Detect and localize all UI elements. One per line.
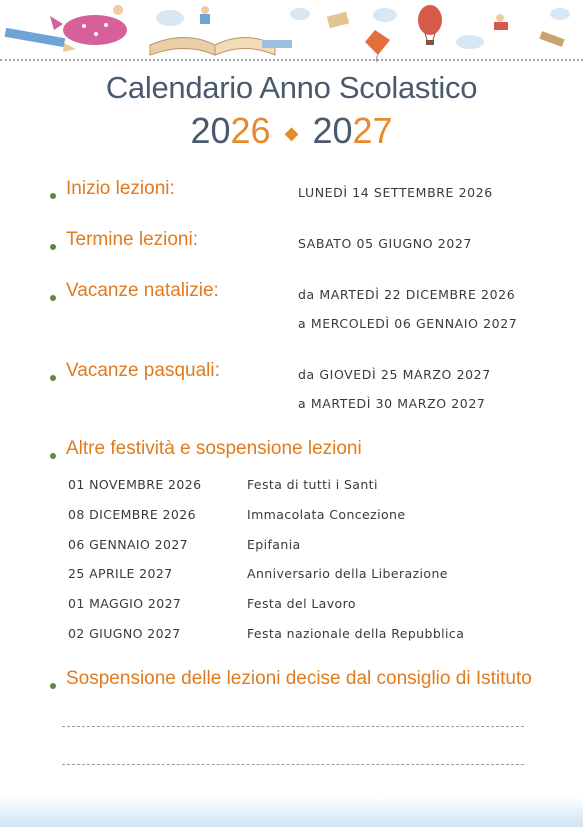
- other-holidays-heading: Altre festività e sospensione lezioni: [66, 438, 362, 459]
- end-lessons-label: Termine lezioni:: [66, 229, 198, 250]
- year-start-prefix: 20: [190, 110, 231, 151]
- bullet-icon: [50, 295, 56, 301]
- footer-band: [0, 797, 583, 827]
- open-book-illustration: [150, 38, 275, 56]
- year-end-suffix: 27: [352, 110, 393, 151]
- page-title: Calendario Anno Scolastico: [105, 70, 478, 105]
- bullet-icon: [50, 193, 56, 199]
- year-separator-icon: ◆: [284, 122, 299, 143]
- holiday-name: Festa nazionale della Repubblica: [247, 626, 465, 641]
- suspension-heading: Sospensione delle lezioni decise dal consiglio di Istituto: [66, 668, 532, 689]
- start-lessons-date: LUNEDÌ 14 SETTEMBRE 2026: [298, 185, 493, 200]
- easter-holidays-start: da GIOVEDÌ 25 MARZO 2027: [298, 367, 491, 382]
- holiday-date: 02 GIUGNO 2027: [68, 626, 181, 641]
- blank-write-line: [62, 726, 524, 727]
- start-lessons-label: Inizio lezioni:: [66, 178, 175, 199]
- holiday-name: Epifania: [247, 537, 301, 552]
- easter-holidays-end: a MARTEDÌ 30 MARZO 2027: [298, 396, 486, 411]
- holiday-date: 08 DICEMBRE 2026: [68, 507, 196, 522]
- hot-air-balloon-illustration: [418, 5, 442, 45]
- end-lessons-date: SABATO 05 GIUGNO 2027: [298, 236, 472, 251]
- holiday-name: Immacolata Concezione: [247, 507, 406, 522]
- bullet-icon: [50, 375, 56, 381]
- bullet-icon: [50, 683, 56, 689]
- holiday-name: Festa di tutti i Santi: [247, 477, 378, 492]
- easter-holidays-label: Vacanze pasquali:: [66, 360, 220, 381]
- holiday-name: Festa del Lavoro: [247, 596, 356, 611]
- holiday-date: 01 NOVEMBRE 2026: [68, 477, 202, 492]
- bullet-icon: [50, 453, 56, 459]
- christmas-holidays-end: a MERCOLEDÌ 06 GENNAIO 2027: [298, 316, 518, 331]
- banner-divider: [0, 59, 583, 61]
- holiday-name: Anniversario della Liberazione: [247, 566, 448, 581]
- blank-write-line: [62, 764, 524, 765]
- year-start-suffix: 26: [230, 110, 271, 151]
- decorative-banner: [0, 0, 583, 62]
- children-illustration: [200, 6, 508, 30]
- school-year: [0, 110, 583, 152]
- holiday-date: 01 MAGGIO 2027: [68, 596, 182, 611]
- bullet-icon: [50, 244, 56, 250]
- kite-illustration: [365, 30, 390, 62]
- holiday-date: 06 GENNAIO 2027: [68, 537, 189, 552]
- holiday-date: 25 APRILE 2027: [68, 566, 173, 581]
- year-end-prefix: 20: [312, 110, 353, 151]
- christmas-holidays-label: Vacanze natalizie:: [66, 280, 219, 301]
- christmas-holidays-start: da MARTEDÌ 22 DICEMBRE 2026: [298, 287, 516, 302]
